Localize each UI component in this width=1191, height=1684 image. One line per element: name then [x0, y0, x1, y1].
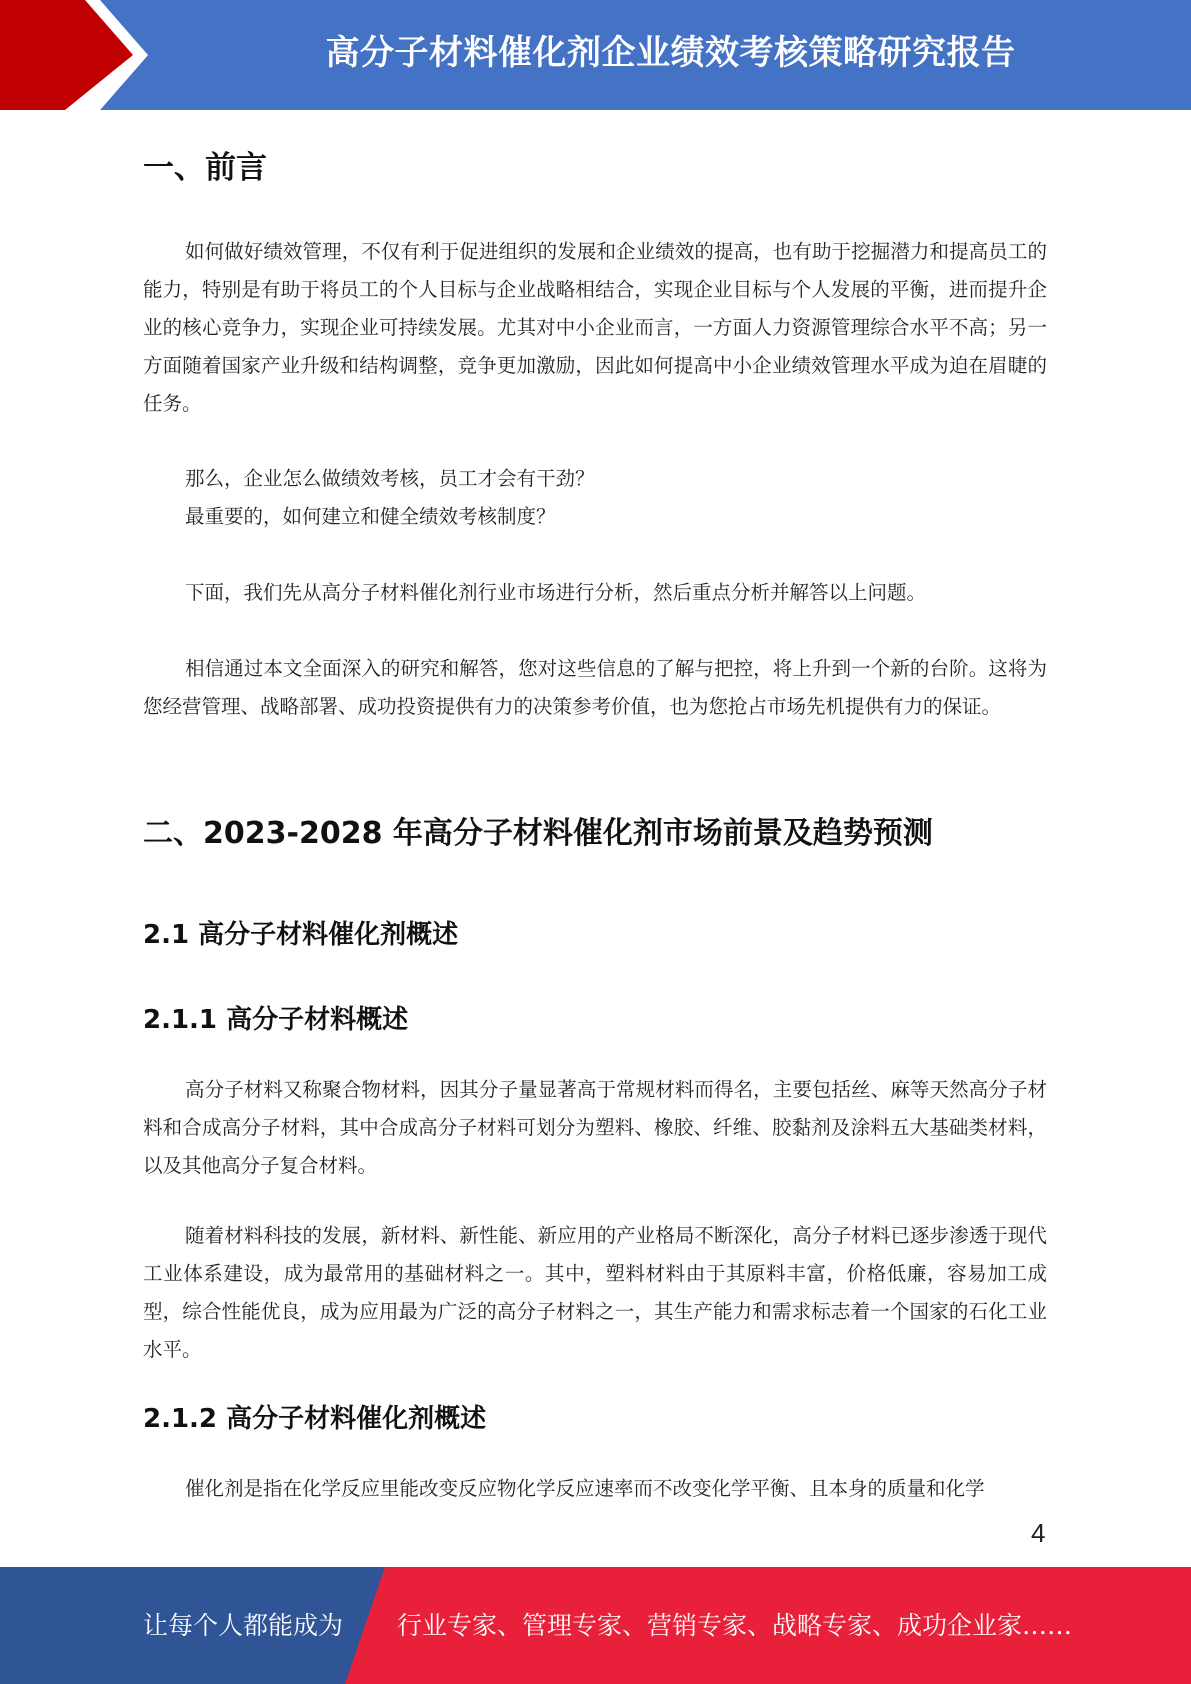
- intro-paragraph-3: 相信通过本文全面深入的研究和解答，您对这些信息的了解与把控，将上升到一个新的台阶。这将为您经营管理、战略部署、成功投资提供有力的决策参考价值，也为您抢占市场先机提供有力的保证。: [143, 657, 1047, 718]
- catalyst-overview-paragraph: 催化剂是指在化学反应里能改变反应物化学反应速率而不改变化学平衡、且本身的质量和化学: [185, 1477, 985, 1500]
- polymer-overview-paragraph-1: 高分子材料又称聚合物材料，因其分子量显著高于常规材料而得名，主要包括丝、麻等天然高分子材料和合成高分子材料，其中合成高分子材料可划分为塑料、橡胶、纤维、胶黏剂及涂料五大基础类材料，以及其他高分子复合材料。: [143, 1078, 1047, 1177]
- section-2-1-heading: 2.1 高分子材料催化剂概述: [143, 920, 459, 950]
- header-banner: [0, 0, 1191, 110]
- section-2-heading: 二、2023-2028 年高分子材料催化剂市场前景及趋势预测: [143, 816, 933, 851]
- page-number: 4: [1031, 1518, 1046, 1548]
- footer-slogan-right: 行业专家、管理专家、营销专家、战略专家、成功企业家……: [397, 1611, 1073, 1640]
- intro-paragraph-2: 下面，我们先从高分子材料催化剂行业市场进行分析，然后重点分析并解答以上问题。: [185, 581, 927, 604]
- intro-question-1: 那么，企业怎么做绩效考核，员工才会有干劲？: [185, 467, 595, 490]
- intro-question-2: 最重要的，如何建立和健全绩效考核制度？: [185, 505, 556, 528]
- polymer-overview-paragraph-2: 随着材料科技的发展，新材料、新性能、新应用的产业格局不断深化，高分子材料已逐步渗透于现代工业体系建设，成为最常用的基础材料之一。其中，塑料材料由于其原料丰富，价格低廉，容易加工成型，综合性能优良，成为应用最为广泛的高分子材料之一，其生产能力和需求标志着一个国家的石化工业水平。: [143, 1224, 1047, 1361]
- footer-slogan-left: 让每个人都能成为: [143, 1611, 344, 1640]
- document-title: 高分子材料催化剂企业绩效考核策略研究报告: [325, 33, 1016, 73]
- section-2-1-2-heading: 2.1.2 高分子材料催化剂概述: [143, 1404, 487, 1434]
- section-1-heading: 一、前言: [143, 150, 267, 186]
- section-2-1-1-heading: 2.1.1 高分子材料概述: [143, 1005, 409, 1035]
- intro-paragraph-1: 如何做好绩效管理，不仅有利于促进组织的发展和企业绩效的提高，也有助于挖掘潜力和提高员工的能力，特别是有助于将员工的个人目标与企业战略相结合，实现企业目标与个人发展的平衡，进而提升企业的核心竞争力，实现企业可持续发展。尤其对中小企业而言，一方面人力资源管理综合水平不高；另一方面随着国家产业升级和结构调整，竞争更加激励，因此如何提高中小企业绩效管理水平成为迫在眉睫的任务。: [143, 240, 1047, 415]
- footer-banner: [0, 1567, 1191, 1684]
- header-arrow-icon: [0, 0, 160, 110]
